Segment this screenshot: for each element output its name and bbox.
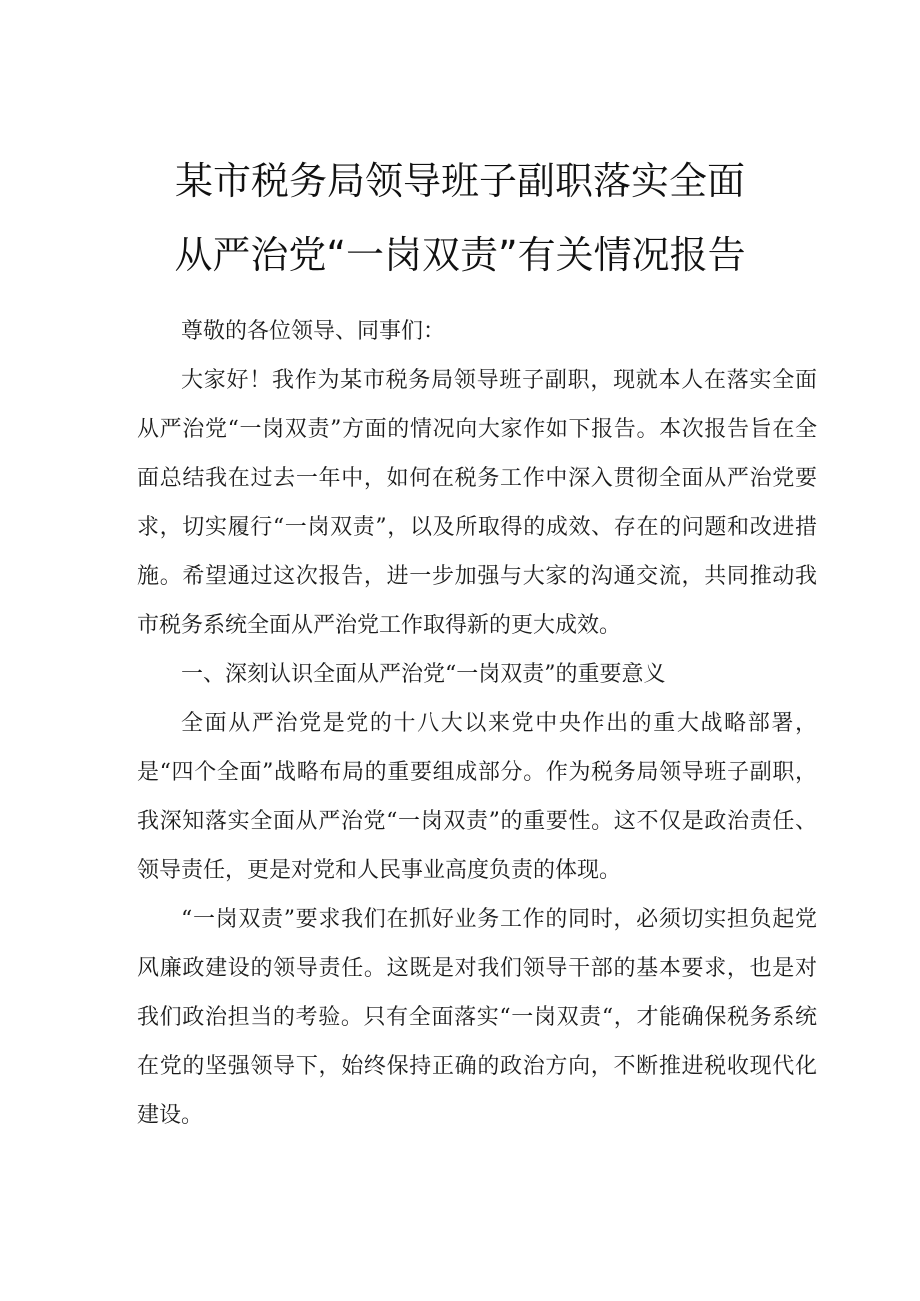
salutation: 尊敬的各位领导、同事们： xyxy=(181,319,446,344)
paragraph-responsibility: “一岗双责”要求我们在抓好业务工作的同时，必须切实担负起党风廉政建设的领导责任。这既是对我们领导干部的基本要求，也是对我们政治担当的考验。只有全面落实“一岗双责“，才能确保税务系统在党的坚强领导下，始终保持正确的政治方向，不断推进税收现代化建设。 xyxy=(137,907,817,1128)
paragraph-intro: 大家好！我作为某市税务局领导班子副职，现就本人在落实全面从严治党“一岗双责”方面的情况向大家作如下报告。本次报告旨在全面总结我在过去一年中，如何在税务工作中深入贯彻全面从严治党要求，切实履行“一岗双责”，以及所取得的成效、存在的问题和改进措施。希望通过这次报告，进一步加强与大家的沟通交流，共同推动我市税务系统全面从严治党工作取得新的更大成效。 xyxy=(137,368,817,638)
document-title-line-2: 从严治党“一岗双责”有关情况报告 xyxy=(174,233,746,277)
document-body xyxy=(137,307,817,1140)
paragraph-significance: 全面从严治党是党的十八大以来党中央作出的重大战略部署，是“四个全面”战略布局的重要组成部分。作为税务局领导班子副职，我深知落实全面从严治党“一岗双责”的重要性。这不仅是政治责任、领导责任，更是对党和人民事业高度负责的体现。 xyxy=(137,711,817,883)
section-heading-1: 一、深刻认识全面从严治党“一岗双责”的重要意义 xyxy=(181,662,666,687)
document-title-line-1: 某市税务局领导班子副职落实全面 xyxy=(174,159,745,203)
